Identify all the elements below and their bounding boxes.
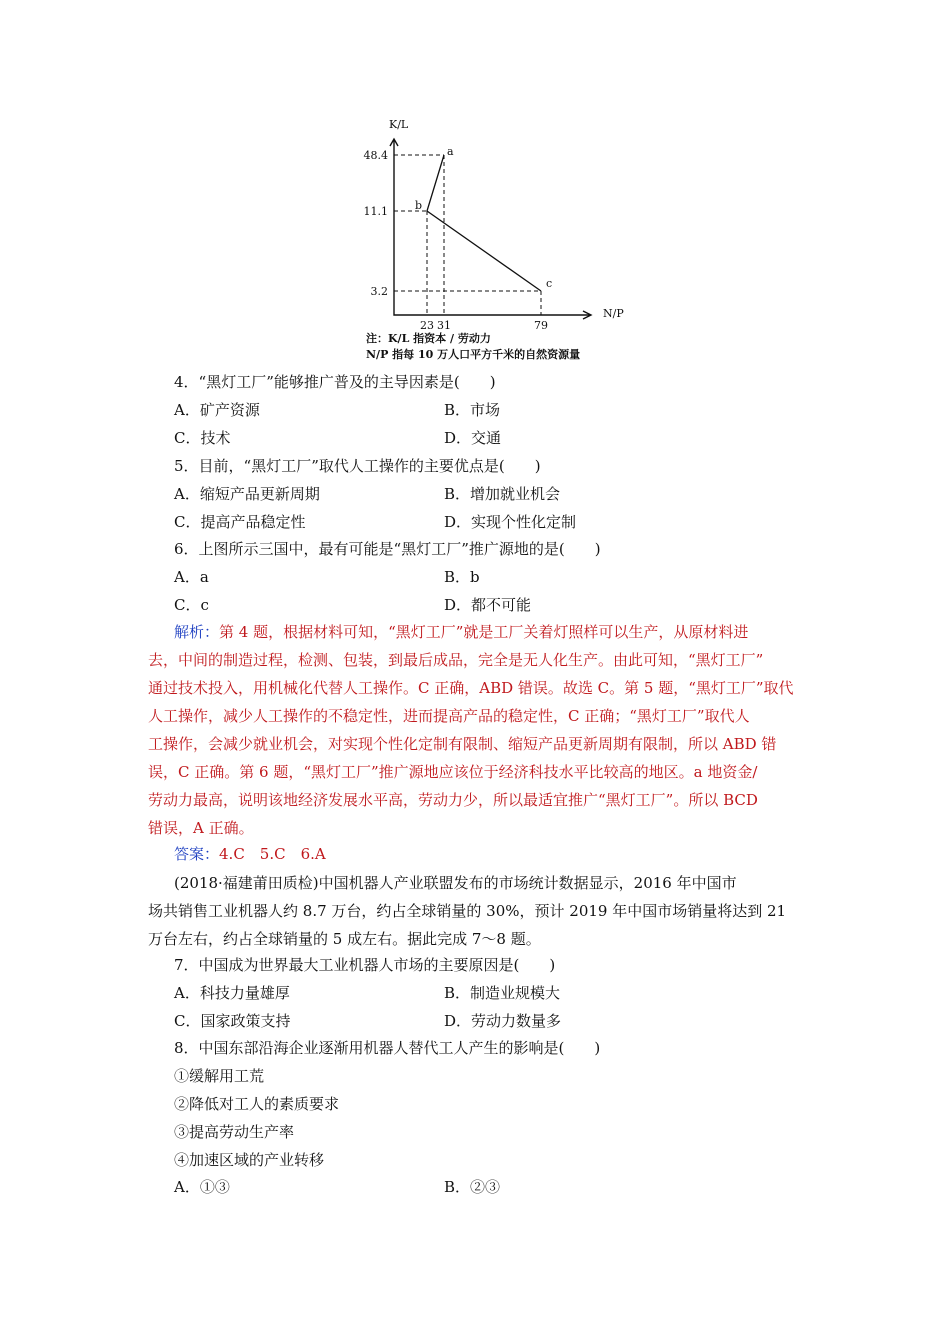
point-label-c: c (546, 277, 553, 290)
analysis-line: 工操作，会减少就业机会，对实现个性化定制有限制、缩短产品更新周期有限制，所以 ABD 错 (148, 735, 777, 753)
y-tick-label: 48.4 (363, 149, 388, 162)
q4-option-b: B．市场 (444, 401, 501, 419)
q8-item-4: ④加速区域的产业转移 (174, 1151, 325, 1169)
answer-text: 4.C 5.C 6.A (219, 845, 326, 863)
q4-stem: 4．“黑灯工厂”能够推广普及的主导因素是( ) (174, 373, 496, 391)
q6-option-b: B．b (444, 568, 480, 586)
x-axis-title: N/P (603, 307, 624, 320)
analysis-tag: 解析： (174, 623, 220, 641)
analysis-block (148, 618, 808, 842)
q7-option-b: B．制造业规模大 (444, 984, 561, 1002)
q4-option-c: C．技术 (174, 429, 231, 447)
y-tick-label: 11.1 (363, 205, 388, 218)
q5-stem: 5．目前，“黑灯工厂”取代人工操作的主要优点是( ) (174, 457, 541, 475)
q4-option-d: D．交通 (444, 429, 502, 447)
q7-option-a: A．科技力量雄厚 (174, 984, 290, 1002)
analysis-line: 去，中间的制造过程，检测、包装，到最后成品，完全是无人化生产。由此可知，“黑灯工厂” (148, 651, 764, 669)
intro-block (148, 869, 808, 953)
q5-option-d: D．实现个性化定制 (444, 513, 577, 531)
x-tick-label: 23 (420, 319, 434, 332)
intro-line: 场共销售工业机器人约 8.7 万台，约占全球销量的 30%，预计 2019 年中国市场销量将达到 21 (148, 902, 787, 920)
q5-option-b: B．增加就业机会 (444, 485, 561, 503)
y-tick-label: 3.2 (370, 285, 388, 298)
q7-option-c: C．国家政策支持 (174, 1012, 291, 1030)
chart-note-2: N/P 指每 10 万人口平方千米的自然资源量 (366, 348, 581, 361)
point-label-b: b (415, 199, 423, 212)
q5-option-a: A．缩短产品更新周期 (174, 485, 320, 503)
intro-line: (2018·福建莆田质检)中国机器人产业联盟发布的市场统计数据显示，2016 年中国市 (174, 874, 737, 892)
q8-item-2: ②降低对工人的素质要求 (174, 1095, 340, 1113)
q8-item-1: ①缓解用工荒 (174, 1067, 265, 1085)
q6-option-d: D．都不可能 (444, 596, 532, 614)
q7-option-d: D．劳动力数量多 (444, 1012, 562, 1030)
kl-np-chart (340, 110, 640, 365)
q8-option-b: B．②③ (444, 1178, 501, 1196)
q6-option-c: C．c (174, 596, 209, 614)
analysis-line: 人工操作，减少人工操作的不稳定性，进而提高产品的稳定性，C 正确；“黑灯工厂”取代人 (148, 707, 750, 725)
answer-tag: 答案： (174, 845, 220, 863)
y-axis-title: K/L (389, 118, 409, 131)
q8-option-a: A．①③ (174, 1178, 230, 1196)
analysis-line: 劳动力最高，说明该地经济发展水平高，劳动力少，所以最适宜推广“黑灯工厂”。所以 BCD (148, 791, 758, 809)
analysis-line: 误，C 正确。第 6 题，“黑灯工厂”推广源地应该位于经济科技水平比较高的地区。a 地资金/ (148, 763, 758, 781)
x-tick-label: 79 (534, 319, 548, 332)
chart-note-1: 注：K/L 指资本 / 劳动力 (366, 332, 491, 345)
q8-stem: 8．中国东部沿海企业逐渐用机器人替代工人产生的影响是( ) (174, 1039, 601, 1057)
q7-stem: 7．中国成为世界最大工业机器人市场的主要原因是( ) (174, 956, 556, 974)
q8-item-3: ③提高劳动生产率 (174, 1123, 295, 1141)
x-tick-label: 31 (437, 319, 451, 332)
q5-option-c: C．提高产品稳定性 (174, 513, 306, 531)
analysis-line: 错误，A 正确。 (148, 819, 254, 837)
q4-option-a: A．矿产资源 (174, 401, 260, 419)
q6-option-a: A．a (174, 568, 209, 586)
intro-line: 万台左右，约占全球销量的 5 成左右。据此完成 7～8 题。 (148, 930, 541, 948)
analysis-line: 第 4 题，根据材料可知，“黑灯工厂”就是工厂关着灯照样可以生产，从原材料进 (219, 623, 749, 641)
analysis-line: 通过技术投入，用机械化代替人工操作。C 正确，ABD 错误。故选 C。第 5 题，“黑灯工厂”取代 (148, 679, 794, 697)
point-label-a: a (447, 145, 454, 158)
answer-line (174, 844, 326, 864)
q6-stem: 6．上图所示三国中，最有可能是“黑灯工厂”推广源地的是( ) (174, 540, 601, 558)
chart-axes (394, 140, 590, 315)
